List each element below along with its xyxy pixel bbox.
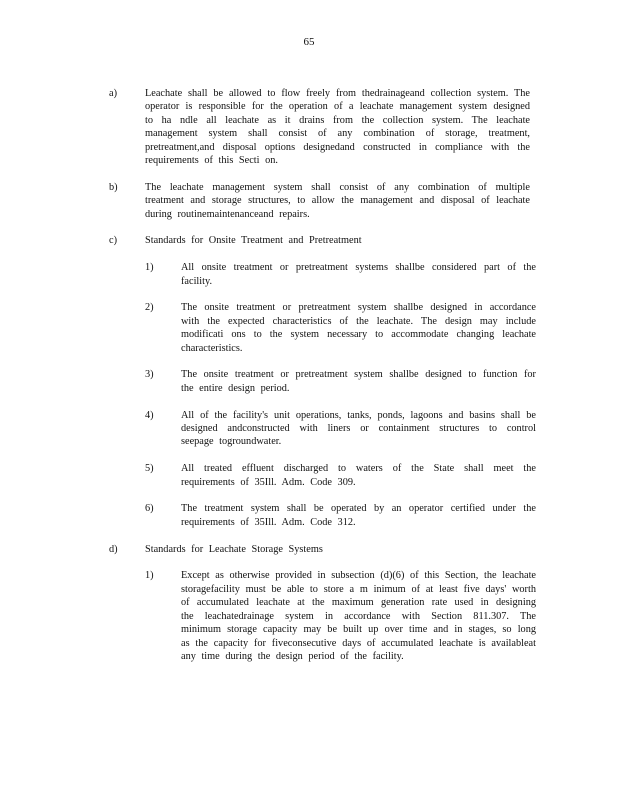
subsection-c2	[0, 301, 618, 355]
subsection-list	[0, 569, 618, 663]
subsection-text: The onsite treatment or pretreatment system shallbe designed to function for the entire design period.	[181, 369, 536, 394]
section-text: Leachate shall be allowed to flow freely from thedrainageand collection system. The operator is responsible for the operation of a leachate management system designed to ha ndle all leachate as it drains from the collection system. The leachate management system shall consist of any combination of storage, treatment, pretreatment,and disposal options designedand constructed in compliance with the requirements of this Secti on.	[145, 88, 530, 167]
subsection-label: 4)	[145, 409, 154, 421]
subsection-label: 5)	[145, 463, 154, 475]
section-d	[0, 543, 618, 664]
subsection-text: All onsite treatment or pretreatment systems shallbe considered part of the facility.	[181, 262, 536, 287]
subsection-label: 1)	[145, 262, 154, 274]
section-a	[0, 87, 618, 167]
section-label: b)	[109, 181, 118, 193]
subsection-c5	[0, 462, 618, 489]
subsection-label: 3)	[145, 369, 154, 381]
subsection-label: 2)	[145, 302, 154, 314]
section-heading: Standards for Onsite Treatment and Pretreatment	[145, 235, 362, 247]
subsection-text: Except as otherwise provided in subsection (d)(6) of this Section, the leachate storagefacility must be able to store a m inimum of at least five days' worth of accumulated leachate at the maximum generation rate used in designing the leachatedrainage system in accordance with Section 811.307. The minimum storage capacity may be built up over time and in stages, so long as the capacity for fiveconsecutive days of accumulated leachate is availableat any time during the design period of the facility.	[181, 570, 536, 662]
subsection-c4	[0, 409, 618, 449]
subsection-text: All of the facility's unit operations, tanks, ponds, lagoons and basins shall be designed andconstructed with liners or containment structures to control seepage togroundwater.	[181, 409, 536, 448]
document-body	[0, 87, 618, 677]
subsection-text: The treatment system shall be operated by an operator certified under the requirements of 35Ill. Adm. Code 312.	[181, 503, 536, 528]
subsection-text: The onsite treatment or pretreatment system shallbe designed in accordance with the expected characteristics of the leachate. The design may include modificati ons to the system necessary to accommodate changing leachate characteristics.	[181, 302, 536, 354]
subsection-label: 1)	[145, 570, 154, 582]
page-number: 65	[303, 36, 315, 48]
subsection-c1	[0, 261, 618, 288]
subsection-c3	[0, 368, 618, 395]
section-b	[0, 181, 618, 221]
subsection-d1	[0, 569, 618, 663]
subsection-c6	[0, 502, 618, 529]
subsection-list	[0, 261, 618, 529]
section-label: d)	[109, 543, 118, 555]
section-label: c)	[109, 235, 117, 247]
subsection-label: 6)	[145, 503, 154, 515]
section-heading: Standards for Leachate Storage Systems	[145, 543, 323, 555]
section-text: The leachate management system shall consist of any combination of multiple treatment and storage structures, to allow the management and disposal of leachate during routinemaintenanceand repairs.	[145, 181, 530, 220]
section-c	[0, 234, 618, 529]
subsection-text: All treated effluent discharged to waters of the State shall meet the requirements of 35Ill. Adm. Code 309.	[181, 463, 536, 488]
section-label: a)	[109, 88, 117, 99]
